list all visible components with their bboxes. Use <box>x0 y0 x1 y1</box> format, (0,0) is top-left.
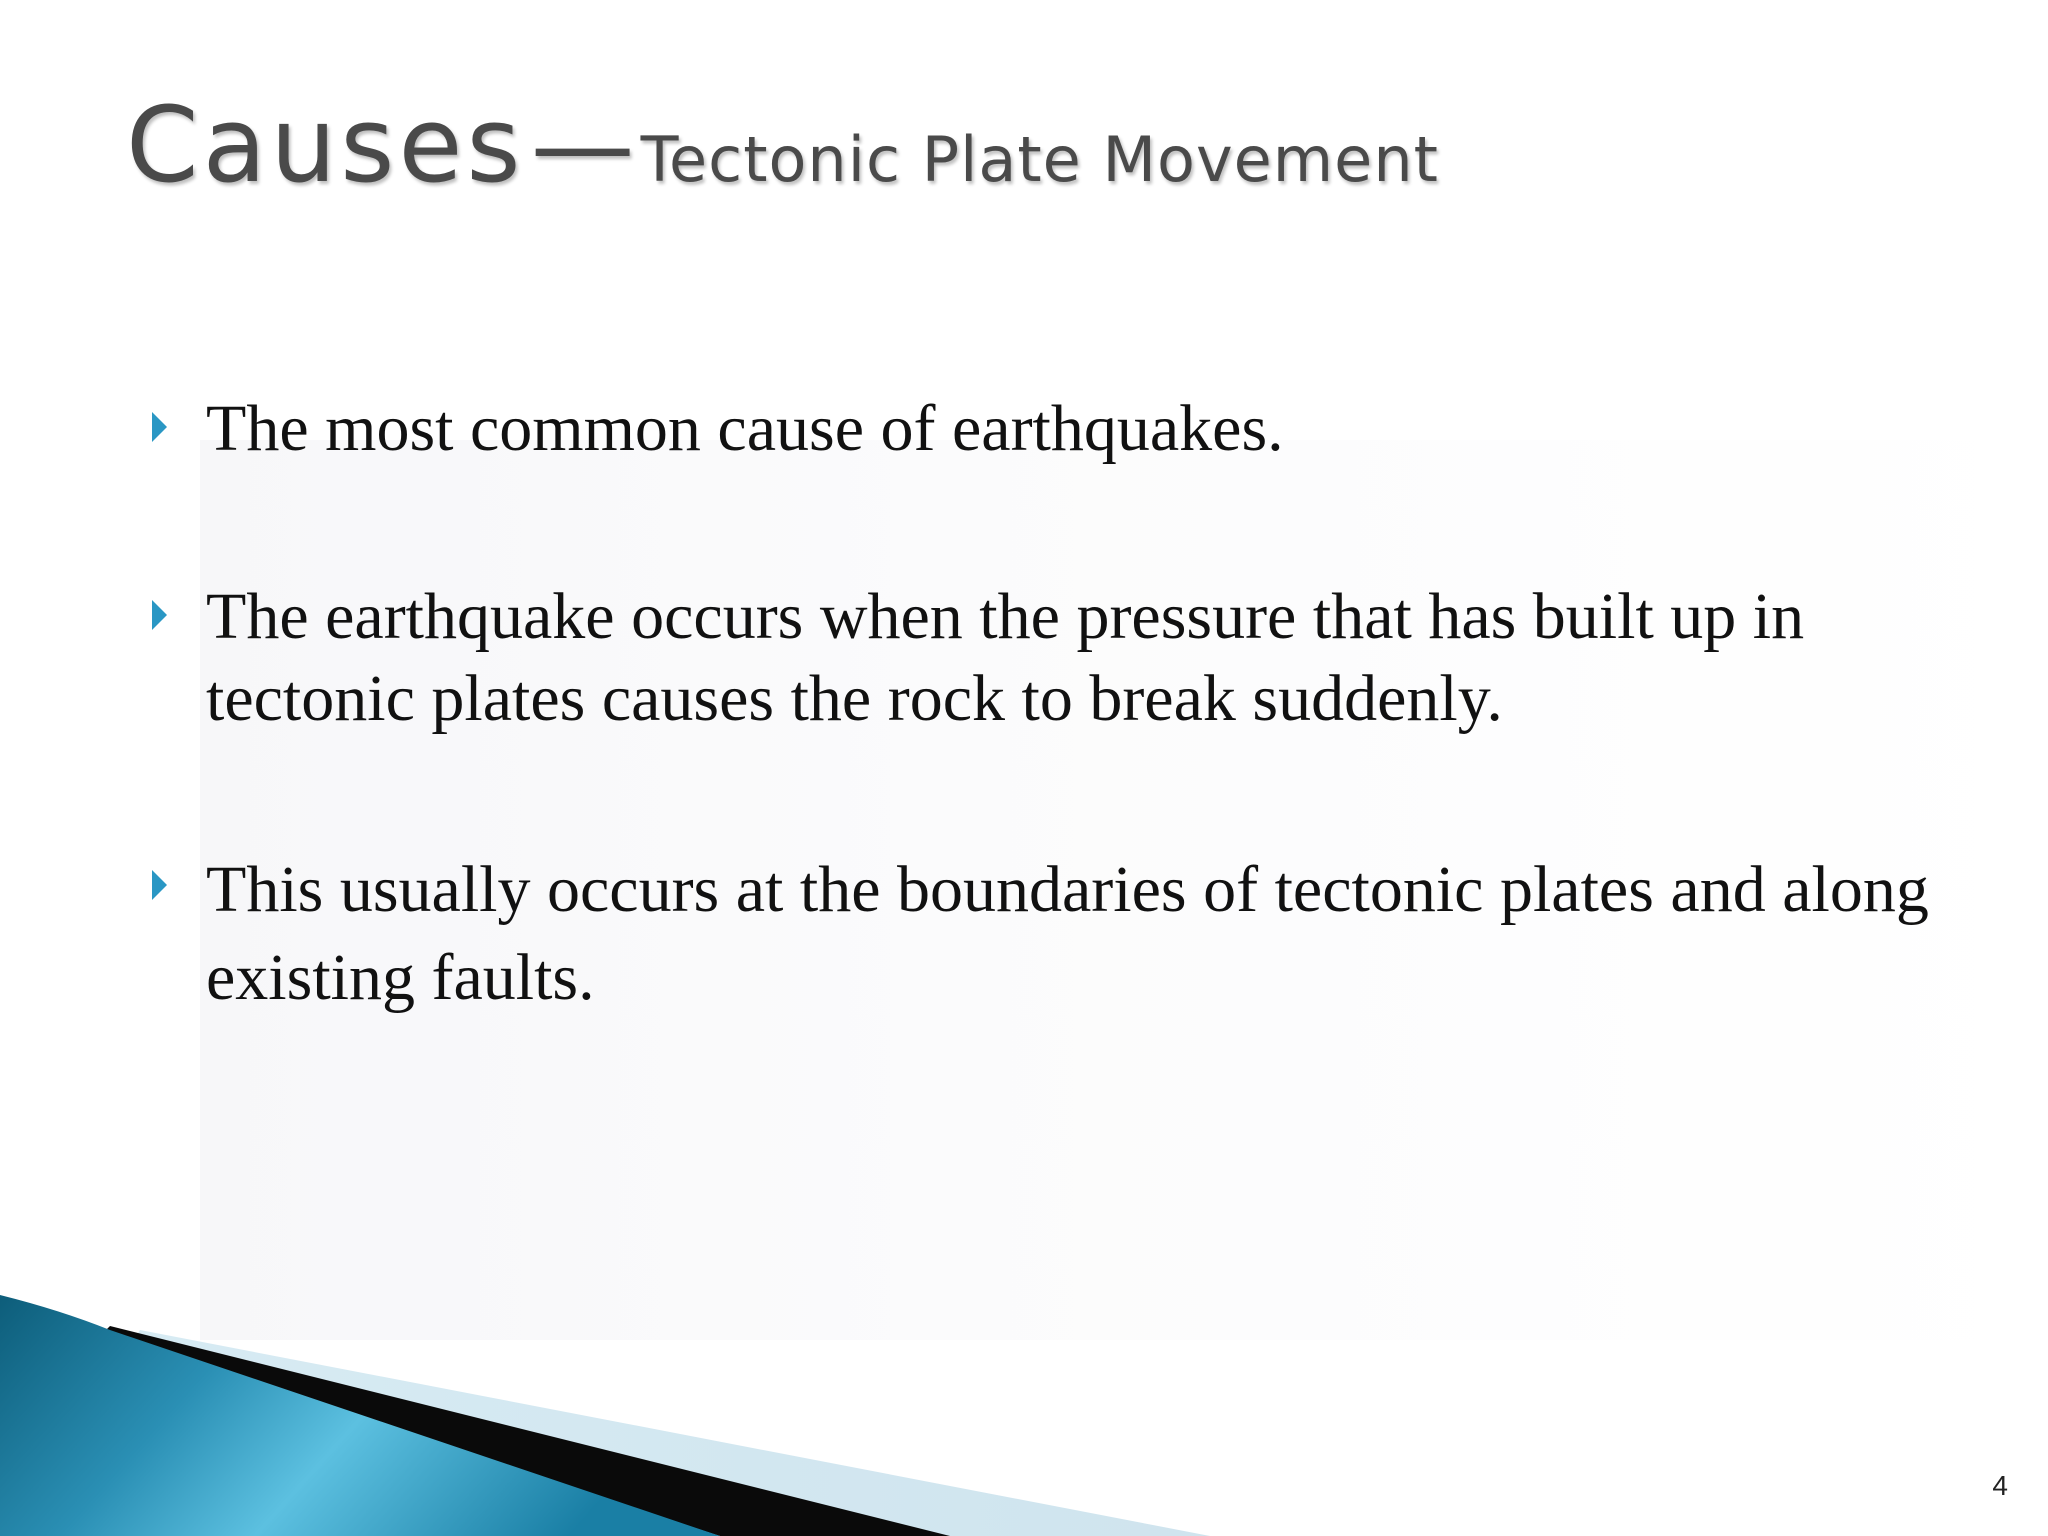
title-dash: — <box>530 84 635 206</box>
title-subtitle: Tectonic Plate Movement <box>640 123 1439 196</box>
bullet-text: This usually occurs at the boundaries of tectonic plates and along existing faults. <box>206 853 1929 1014</box>
bullet-text: The earthquake occurs when the pressure that has built up in tectonic plates causes the rock to break suddenly. <box>206 580 1805 735</box>
title-main: Causes <box>126 84 525 206</box>
page-number: 4 <box>1992 1470 2008 1501</box>
teal-wave <box>0 1295 720 1536</box>
bullet-text: The most common cause of earthquakes. <box>206 392 1284 465</box>
